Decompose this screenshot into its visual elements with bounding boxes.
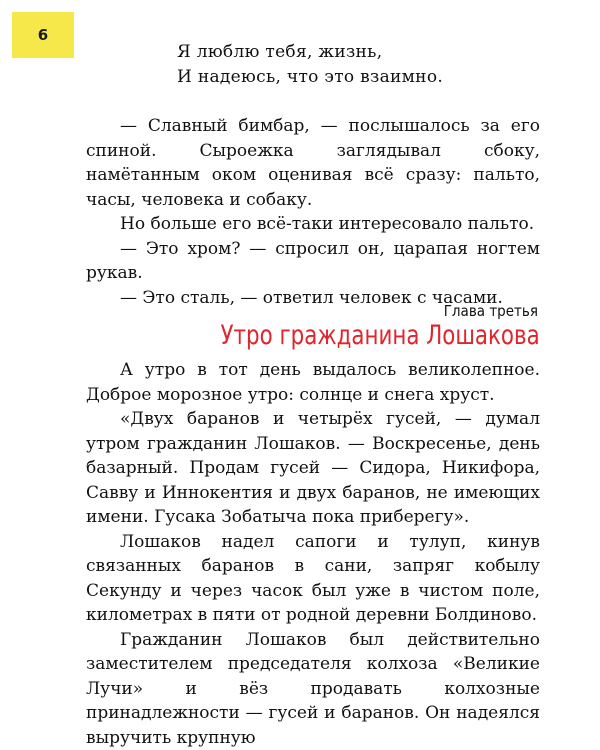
poem-line: Я люблю тебя, жизнь, [177, 42, 383, 62]
paragraph: «Двух баранов и четырёх гусей, — думал утром гражданин Лошаков. — Воскресенье, день базарный. Продам гусей — Сидора, Никифора, Савву и Иннокентия и двух баранов, не имеющих имени. Гусака Зобатыча пока приберегу». [86, 409, 540, 527]
paragraph: — Это сталь, — ответил человек с часами. [120, 287, 503, 308]
paragraph: А утро в тот день выдалось великолепное. Доброе морозное утро: солнце и снега хруст. [86, 360, 540, 405]
paragraph: Гражданин Лошаков был действительно заместителем председателя колхоза «Великие Лучи» и вёз продавать колхозные принадлежности — гусей и баранов. Он надеялся выручить крупную [86, 629, 540, 748]
poem-line: И надеюсь, что это взаимно. [177, 67, 444, 87]
paragraph: — Славный бимбар, — послышалось за его спиной. Сыроежка заглядывал сбоку, намётанным оком оценивая всё сразу: пальто, часы, человека и собаку. [86, 116, 540, 210]
dialogue-section [86, 114, 540, 310]
page-number-badge [12, 12, 74, 58]
epigraph-poem [177, 40, 443, 90]
paragraph: Лошаков надел сапоги и тулуп, кинув связанных баранов в сани, запряг кобылу Секунду и через часок был уже в чистом поле, километрах в пяти от родной деревни Болдиново. [86, 531, 540, 625]
page-number: 6 [37, 26, 49, 44]
chapter-label: Глава третья [443, 302, 538, 320]
chapter-title: Утро гражданина Лошакова [220, 320, 540, 351]
paragraph: — Это хром? — спросил он, царапая ногтем рукав. [86, 238, 540, 283]
chapter-body [86, 358, 540, 750]
paragraph: Но больше его всё-таки интересовало пальто. [120, 214, 535, 234]
